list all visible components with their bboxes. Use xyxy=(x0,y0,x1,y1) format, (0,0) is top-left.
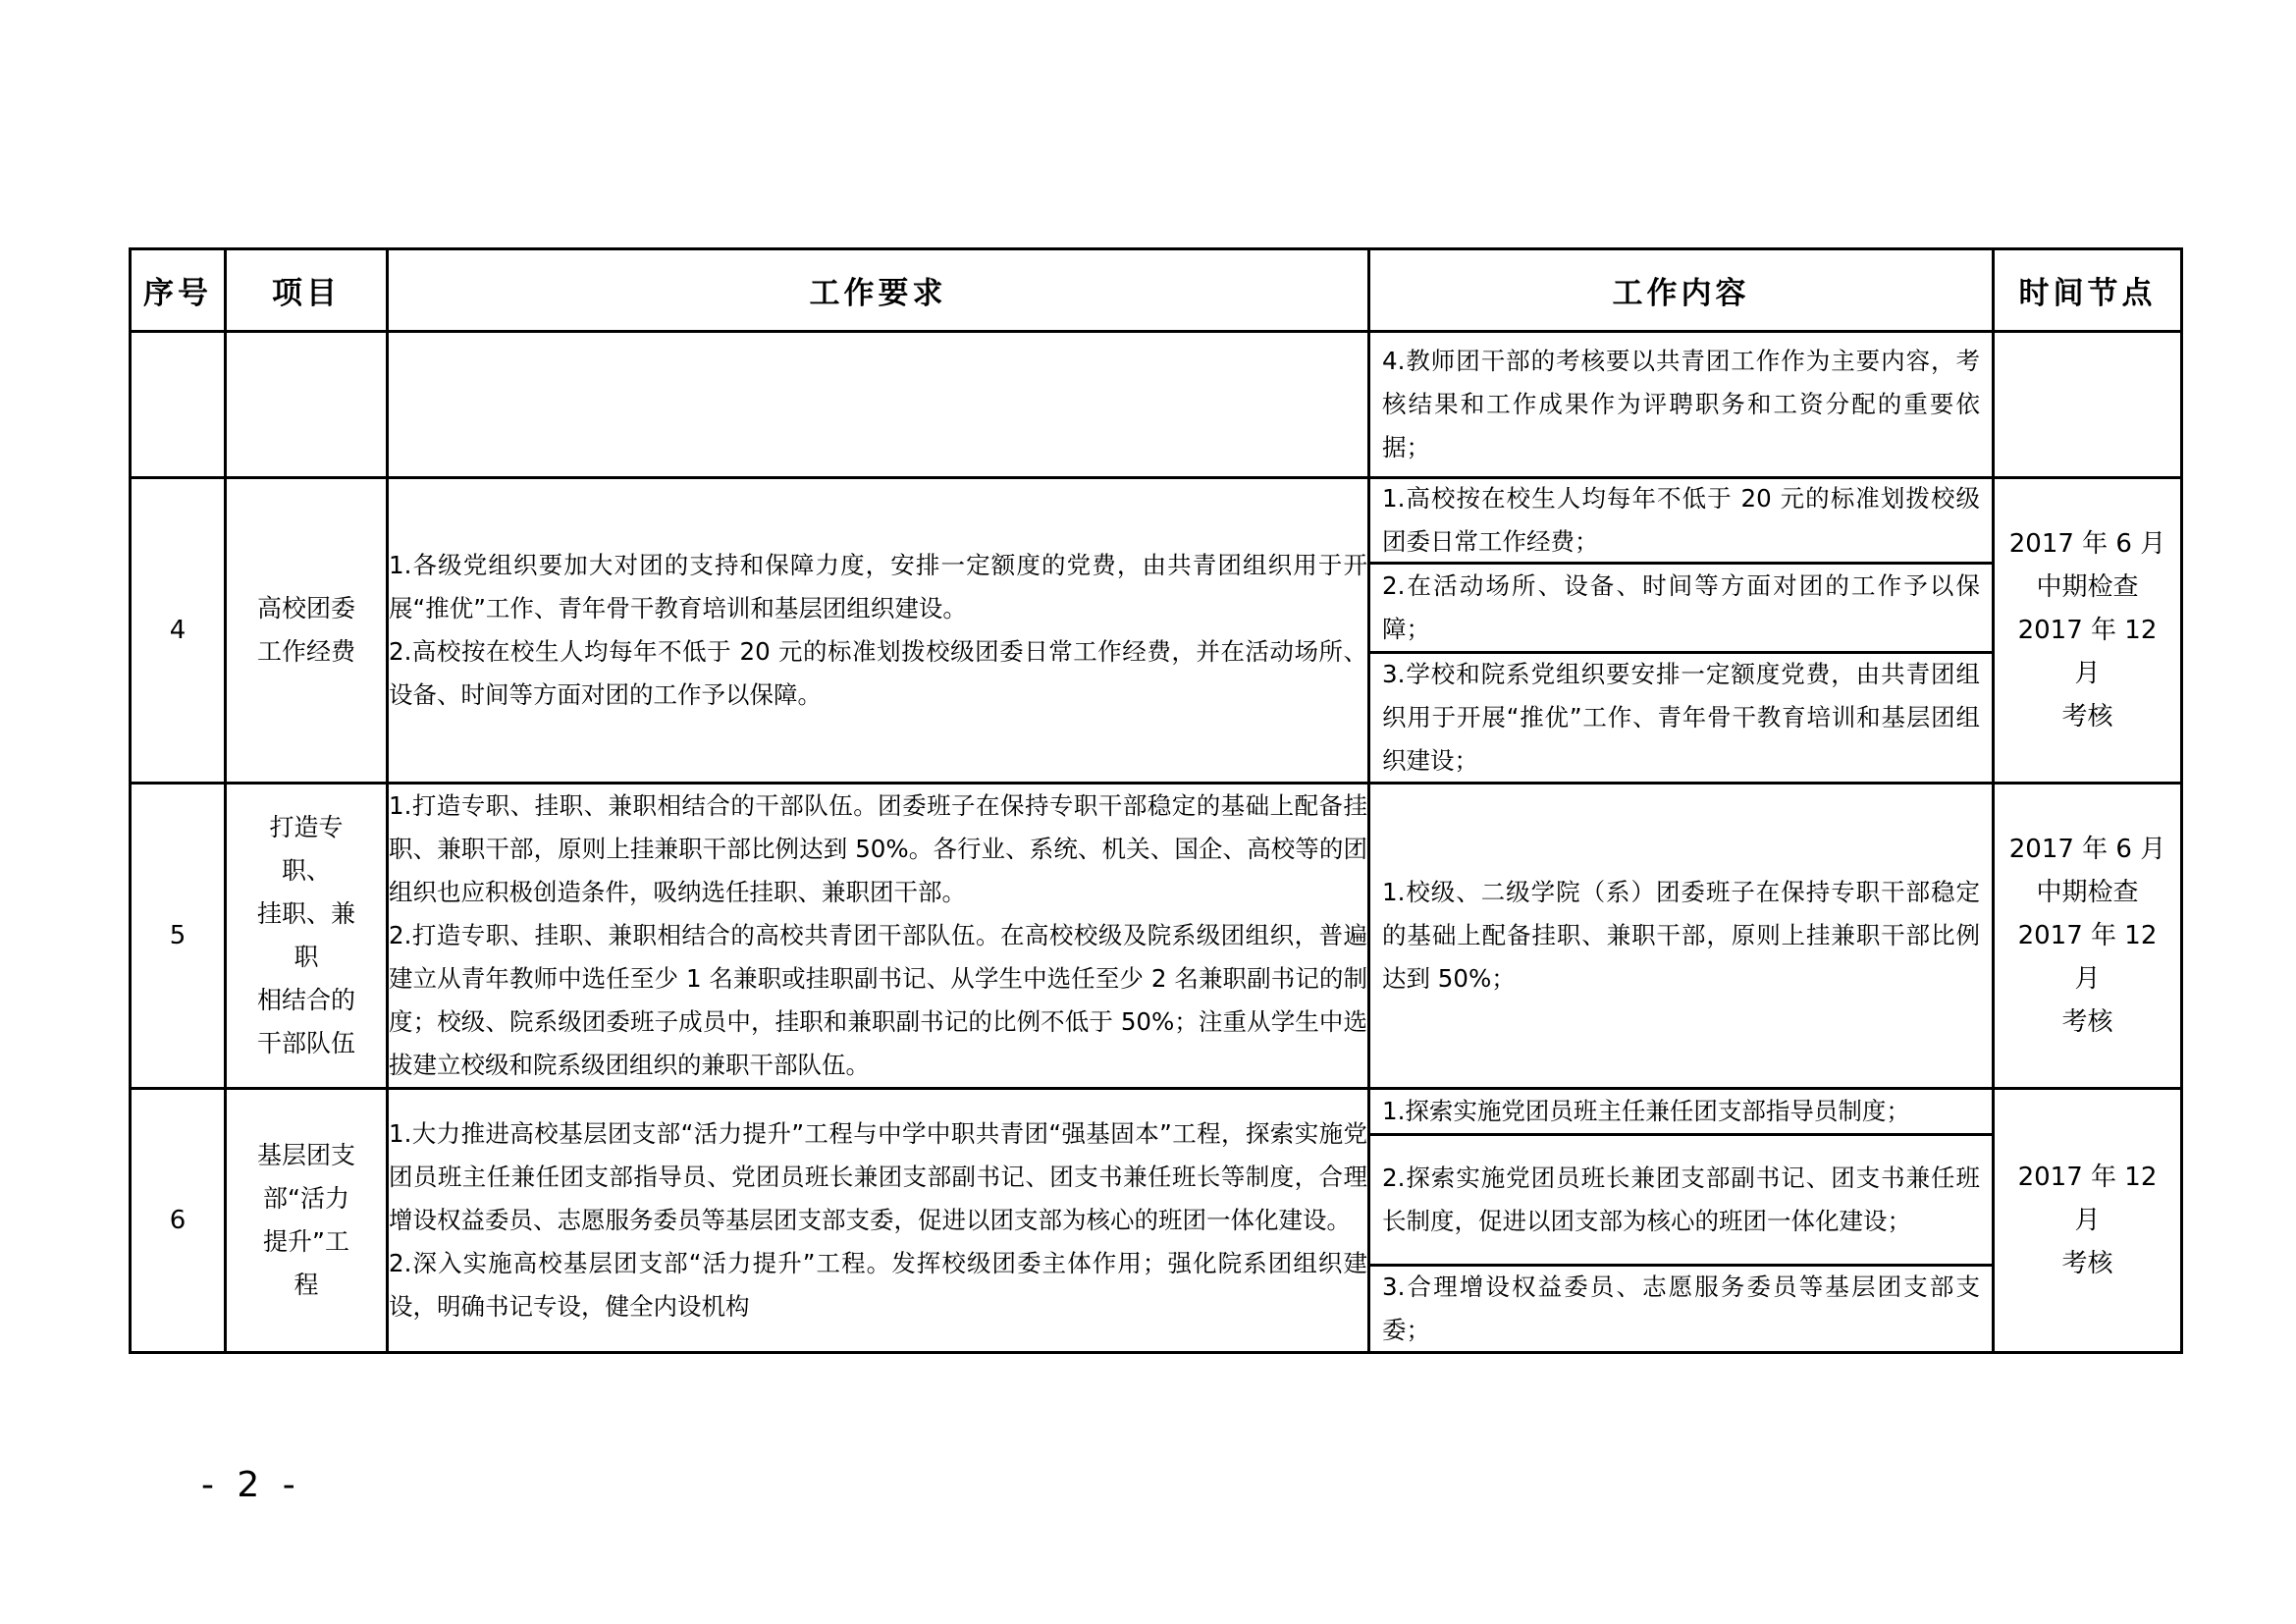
content-item: 3.学校和院系党组织要安排一定额度党费，由共青团组织用于开展“推优”工作、青年骨干教育培训和基层团组织建设； xyxy=(1370,651,1992,782)
table-header-row xyxy=(131,249,2182,332)
table-row xyxy=(131,784,2182,1089)
requirement-paragraph: 1.打造专职、挂职、兼职相结合的干部队伍。团委班子在保持专职干部稳定的基础上配备挂职、兼职干部，原则上挂兼职干部比例达到 50%。各行业、系统、机关、国企、高校等的团组织也应积极创造条件，吸纳选任挂职、兼职团干部。 xyxy=(389,791,1367,906)
content-item: 1.高校按在校生人均每年不低于 20 元的标准划拨校级团委日常工作经费； xyxy=(1382,484,1980,556)
row-requirement xyxy=(388,332,1369,478)
header-seq: 序号 xyxy=(131,249,226,332)
row-content xyxy=(1369,784,1994,1089)
row-content xyxy=(1369,332,1994,478)
row-seq: 4 xyxy=(131,478,226,784)
row-item: 高校团委 工作经费 xyxy=(226,478,388,784)
row-seq xyxy=(131,332,226,478)
row-item: 打造专 职、 挂职、兼 职 相结合的 干部队伍 xyxy=(226,784,388,1089)
content-item: 2.探索实施党团员班长兼团支部副书记、团支书兼任班长制度，促进以团支部为核心的班团一体化建设； xyxy=(1370,1133,1992,1264)
table-row xyxy=(131,1089,2182,1353)
table-row xyxy=(131,478,2182,784)
content-item: 4.教师团干部的考核要以共青团工作作为主要内容，考核结果和工作成果作为评聘职务和工资分配的重要依据； xyxy=(1382,347,1980,461)
row-seq: 6 xyxy=(131,1089,226,1353)
row-item xyxy=(226,332,388,478)
content-item: 1.校级、二级学院（系）团委班子在保持专职干部稳定的基础上配备挂职、兼职干部，原则上挂兼职干部比例达到 50%； xyxy=(1382,878,1980,993)
table-row xyxy=(131,332,2182,478)
requirement-paragraph: 1.各级党组织要加大对团的支持和保障力度，安排一定额度的党费，由共青团组织用于开展“推优”工作、青年骨干教育培训和基层团组织建设。 xyxy=(389,551,1367,623)
requirement-paragraph: 2.高校按在校生人均每年不低于 20 元的标准划拨校级团委日常工作经费，并在活动场所、设备、时间等方面对团的工作予以保障。 xyxy=(389,637,1367,709)
header-content: 工作内容 xyxy=(1369,249,1994,332)
row-time: 2017 年 6 月 中期检查 2017 年 12 月 考核 xyxy=(1994,784,2182,1089)
row-seq: 5 xyxy=(131,784,226,1089)
work-plan-table xyxy=(129,247,2183,1354)
row-content xyxy=(1369,478,1994,784)
page-number: - 2 - xyxy=(201,1465,301,1505)
content-item: 3.合理增设权益委员、志愿服务委员等基层团支部支委； xyxy=(1370,1264,1992,1351)
requirement-paragraph: 2.深入实施高校基层团支部“活力提升”工程。发挥校级团委主体作用；强化院系团组织建设，明确书记专设，健全内设机构 xyxy=(389,1249,1367,1321)
row-item: 基层团支 部“活力 提升”工 程 xyxy=(226,1089,388,1353)
row-requirement xyxy=(388,1089,1369,1353)
content-item: 2.在活动场所、设备、时间等方面对团的工作予以保障； xyxy=(1370,562,1992,651)
header-time: 时间节点 xyxy=(1994,249,2182,332)
requirement-paragraph: 1.大力推进高校基层团支部“活力提升”工程与中学中职共青团“强基固本”工程，探索实施党团员班主任兼任团支部指导员、党团员班长兼团支部副书记、团支书兼任班长等制度，合理增设权益委员、志愿服务委员等基层团支部支委，促进以团支部为核心的班团一体化建设。 xyxy=(389,1119,1367,1234)
row-requirement xyxy=(388,478,1369,784)
requirement-paragraph: 2.打造专职、挂职、兼职相结合的高校共青团干部队伍。在高校校级及院系级团组织，普遍建立从青年教师中选任至少 1 名兼职或挂职副书记、从学生中选任至少 2 名兼职副书记的制度；校级、院系级团委班子成员中，挂职和兼职副书记的比例不低于 50%；注重从学生中选拔建立校级和院系级团组织的兼职干部队伍。 xyxy=(389,921,1367,1079)
content-item: 1.探索实施党团员班主任兼任团支部指导员制度； xyxy=(1382,1097,1910,1125)
row-content xyxy=(1369,1089,1994,1353)
row-time xyxy=(1994,332,2182,478)
row-requirement xyxy=(388,784,1369,1089)
row-time: 2017 年 6 月 中期检查 2017 年 12 月 考核 xyxy=(1994,478,2182,784)
header-item: 项目 xyxy=(226,249,388,332)
header-requirement: 工作要求 xyxy=(388,249,1369,332)
row-time: 2017 年 12 月 考核 xyxy=(1994,1089,2182,1353)
